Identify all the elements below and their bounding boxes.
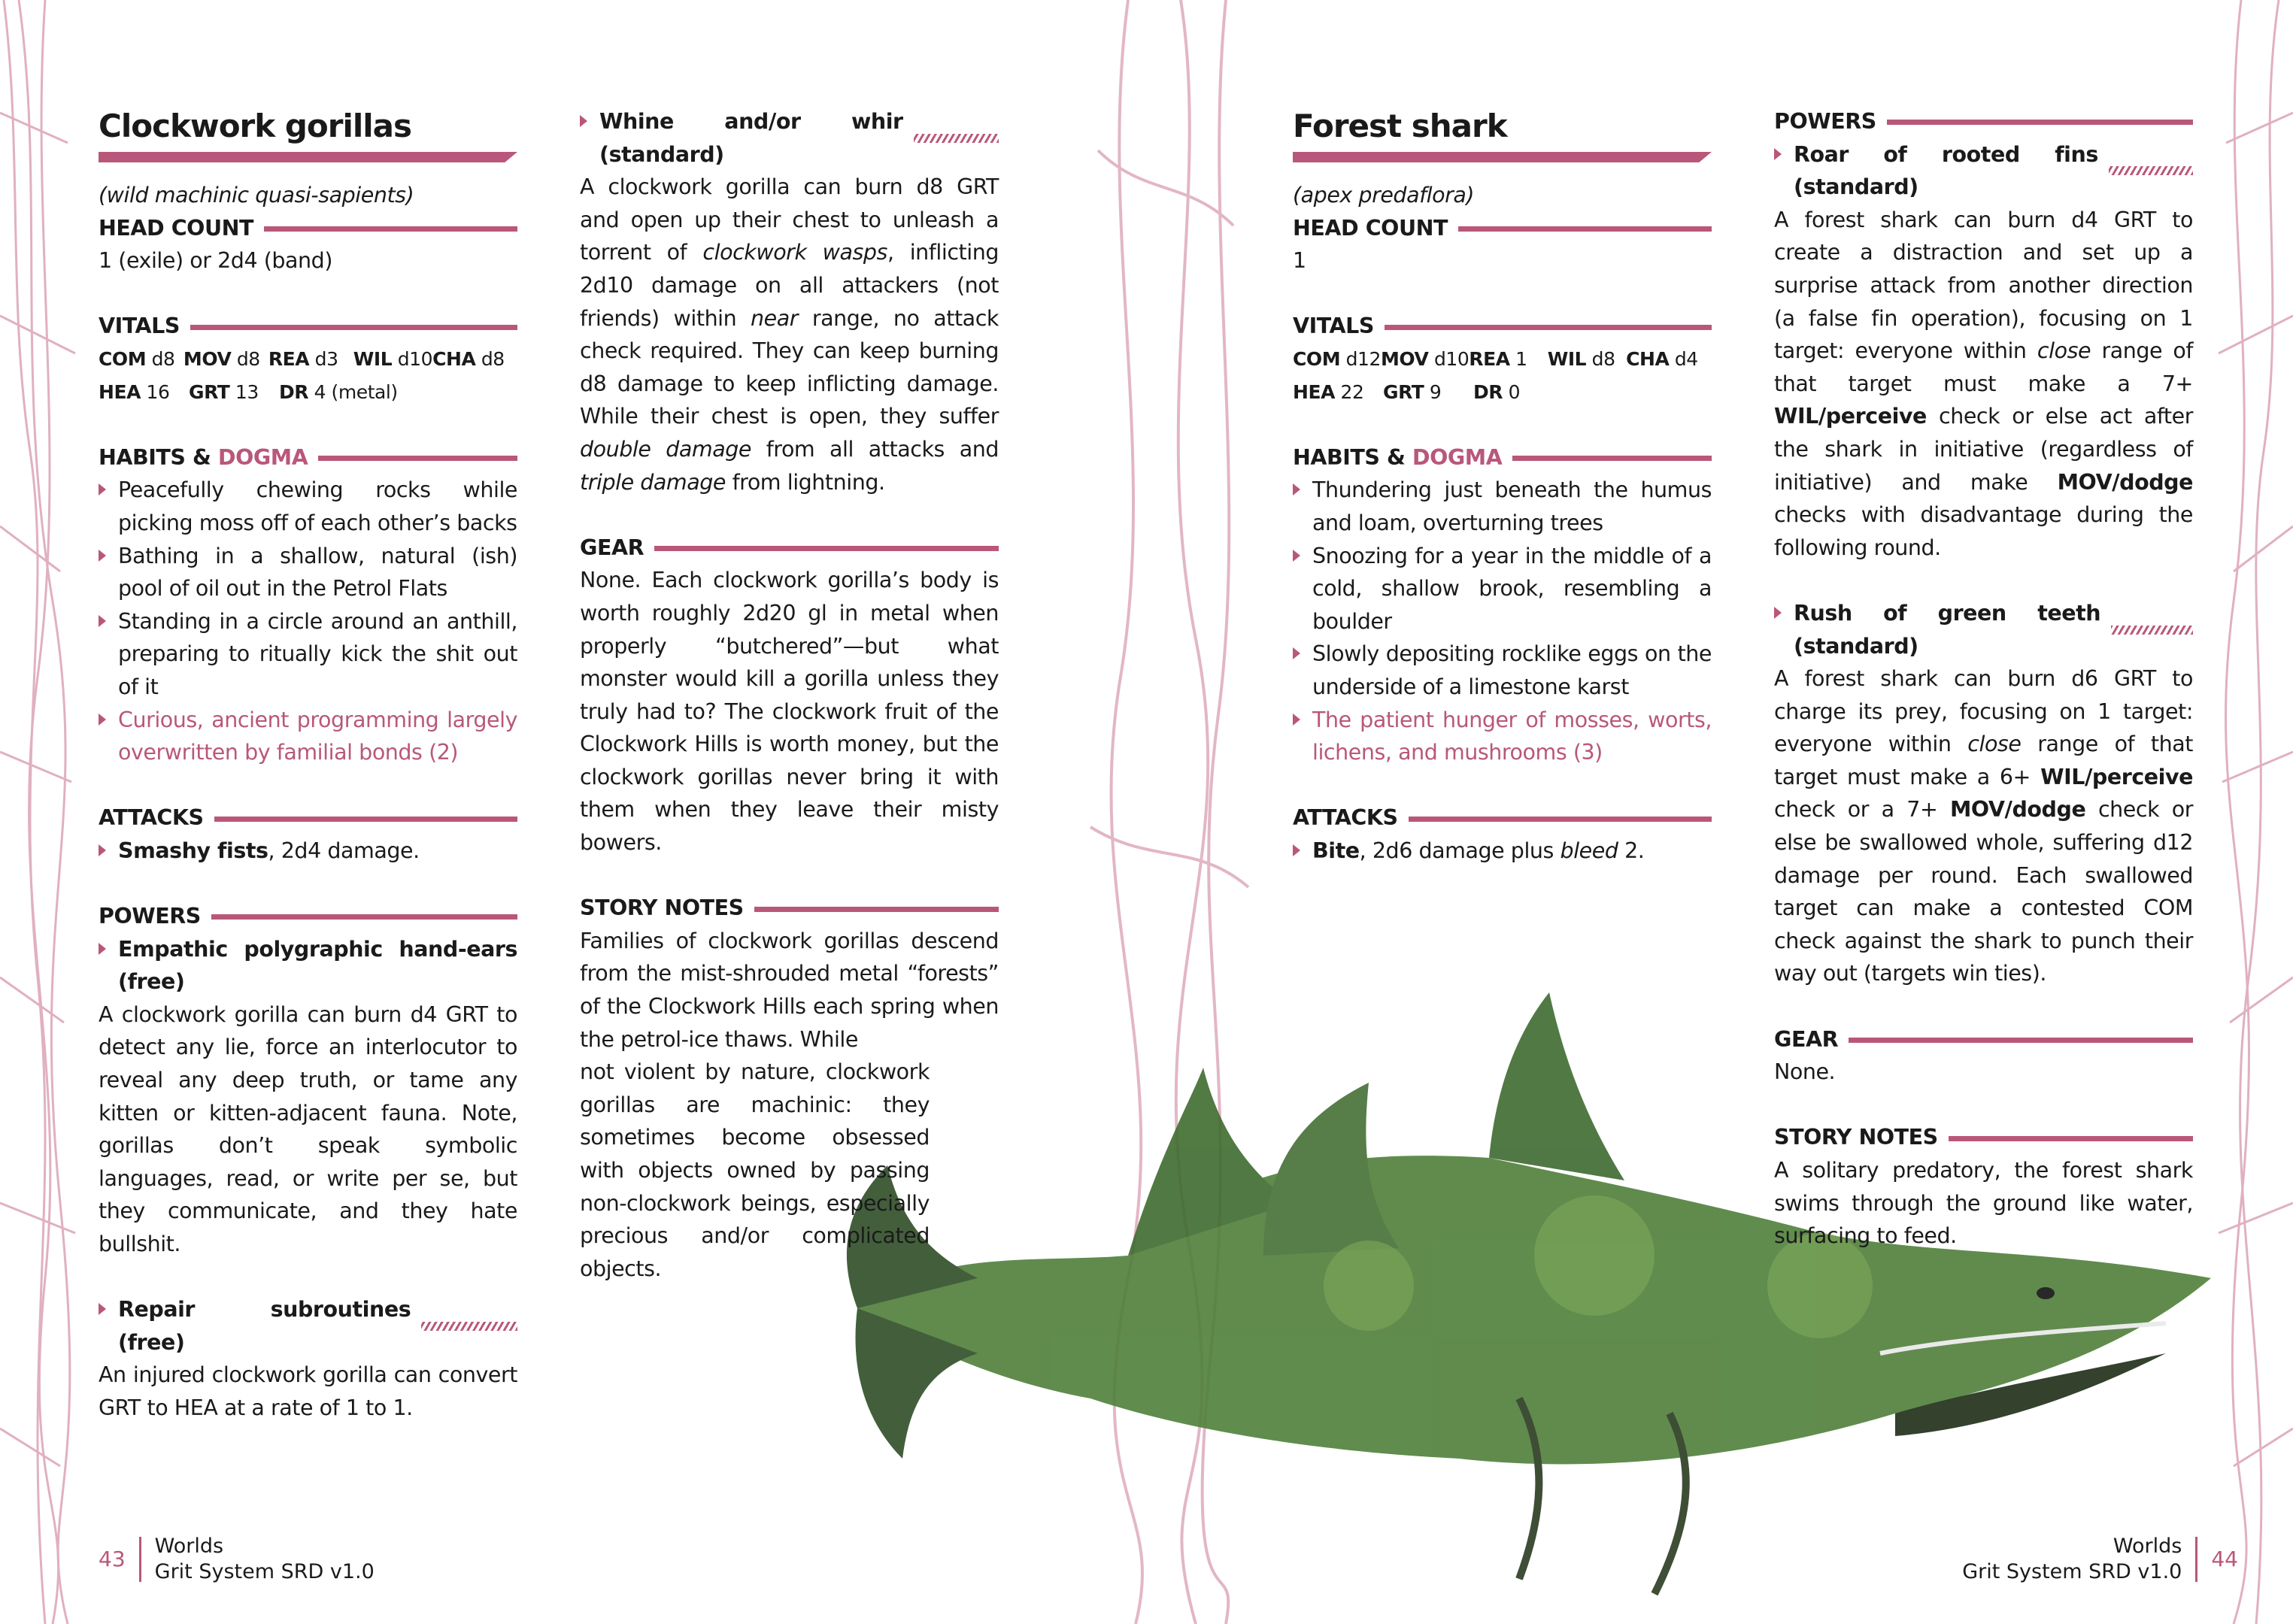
vitals-row-2 <box>99 376 517 409</box>
page-title: Forest shark <box>1293 108 1507 144</box>
gear-heading: GEAR <box>1774 1023 2193 1056</box>
right-footer <box>1943 1534 2238 1585</box>
head-count-heading: HEAD COUNT <box>99 212 517 245</box>
vital-cha: CHA d8 <box>432 347 505 370</box>
dogma-item: The patient hunger of mosses, worts, lichens, and mushrooms (3) <box>1293 704 1712 769</box>
dogma-item: Curious, ancient programming largely overwritten by familial bonds (2) <box>99 704 517 769</box>
story-text: Families of clockwork gorillas descend from the mist-shrouded metal “forests” of the Clockwork Hills each spring when the petrol-ice thaws. While <box>580 928 999 1052</box>
power-description: A clockwork gorilla can burn d4 GRT to detect any lie, force an interlocutor to reveal any deep truth, or tame any kitten or kitten-adjacent fauna. Note, gorillas don’t speak symbolic languages, read, or write per se, but they communicate, and they hate bullshit. <box>99 1001 517 1256</box>
power-description: A forest shark can burn d4 GRT to create a distraction and set up a surprise attack from another direction (a false fin operation), focusing on 1 target: everyone within close range of that target must make a 7+ WIL/perceive check or else act after the shark in initiative (regardless of initiative) and make MOV/dodge checks with disadvantage during the following round. <box>1774 207 2193 560</box>
subtitle: (apex predaflora) <box>1293 183 1475 208</box>
subtitle: (wild machinic quasi-sapients) <box>99 183 414 208</box>
right-column-2 <box>1774 105 2193 1253</box>
power-description: A forest shark can burn d6 GRT to charge its prey, focusing on 1 target: everyone within close range of that target must make a 6+ WIL/perceive check or a 7+ MOV/dodge check or else be swallowed whole, suffering d12 damage per round. Each swallowed target can make a contested COM check against the shark to punch their way out (targets win ties). <box>1774 666 2193 986</box>
story-text: A solitary predatory, the forest shark swims through the ground like water, surfacing to feed. <box>1774 1158 2193 1249</box>
head-count-value: 1 (exile) or 2d4 (band) <box>99 248 332 274</box>
powers-heading: POWERS <box>1774 105 2193 138</box>
vital-dr: DR 4 (metal) <box>279 380 398 403</box>
vital-rea: REA 1 <box>1469 347 1527 370</box>
habit-item: Snoozing for a year in the middle of a cold, shallow brook, resembling a boulder <box>1293 540 1712 638</box>
attacks-heading: ATTACKS <box>99 801 517 835</box>
habit-item: Peacefully chewing rocks while picking moss off of each other’s backs <box>99 474 517 539</box>
footer-divider <box>139 1537 141 1582</box>
power-heading: Repair subroutines (free) <box>99 1293 517 1359</box>
power-heading: Empathic polygraphic hand-ears (free) <box>99 933 517 998</box>
footer-divider <box>2195 1537 2197 1582</box>
power-heading: Rush of green teeth (standard) <box>1774 597 2193 662</box>
story-text: not violent by nature, clockwork gorillas are machinic: they sometimes become obsessed with objects owned by passing non-clockwork beings, especially precious and/or complicated objects. <box>580 1059 930 1281</box>
vitals-heading: VITALS <box>1293 310 1712 343</box>
hatch-decoration <box>2111 626 2193 635</box>
habit-item: Slowly depositing rocklike eggs on the underside of a limestone karst <box>1293 638 1712 703</box>
power-description: A clockwork gorilla can burn d8 GRT and open up their chest to unleash a torrent of clockwork wasps, inflicting 2d10 damage on all attackers (not friends) within near range, no attack check required. They can keep burning d8 damage to keep inflicting damage. While their chest is open, they suffer double damage from all attacks and triple damage from lightning. <box>580 174 999 495</box>
vital-grt: GRT 9 <box>1383 380 1442 403</box>
story-heading: STORY NOTES <box>580 892 999 925</box>
habit-item: Bathing in a shallow, natural (ish) pool of oil out in the Petrol Flats <box>99 540 517 605</box>
head-count-heading: HEAD COUNT <box>1293 212 1712 245</box>
vital-wil: WIL d10 <box>353 347 433 370</box>
power-heading: Roar of rooted fins (standard) <box>1774 138 2193 204</box>
left-page <box>0 0 1146 1624</box>
vital-com: COM d12 <box>1293 347 1381 370</box>
vital-cha: CHA d4 <box>1626 347 1698 370</box>
page-title: Clockwork gorillas <box>99 108 411 144</box>
vital-mov: MOV d10 <box>1380 347 1470 370</box>
habits-heading: HABITS & DOGMA <box>1293 441 1712 474</box>
head-count-value: 1 <box>1293 248 1306 274</box>
attack-item: Smashy fists, 2d4 damage. <box>99 835 517 868</box>
hatch-decoration <box>421 1322 517 1331</box>
attack-item: Bite, 2d6 damage plus bleed 2. <box>1293 835 1712 868</box>
vital-mov: MOV d8 <box>183 347 260 370</box>
title-underline <box>99 152 517 162</box>
power-heading: Whine and/or whir (standard) <box>580 105 999 171</box>
left-column-1 <box>99 105 517 1425</box>
vitals-row-2 <box>1293 376 1712 409</box>
left-column-2 <box>580 105 999 1285</box>
page-number: 44 <box>2211 1547 2238 1571</box>
vitals-heading: VITALS <box>99 310 517 343</box>
vital-wil: WIL d8 <box>1547 347 1615 370</box>
habits-heading: HABITS & DOGMA <box>99 441 517 474</box>
vitals-row-1 <box>1293 343 1712 376</box>
title-underline <box>1293 152 1712 162</box>
hatch-decoration <box>2109 166 2193 175</box>
gear-heading: GEAR <box>580 532 999 565</box>
habit-item: Thundering just beneath the humus and loam, overturning trees <box>1293 474 1712 539</box>
vital-com: COM d8 <box>99 347 175 370</box>
powers-heading: POWERS <box>99 900 517 933</box>
footer-text: Worlds Grit System SRD v1.0 <box>1962 1535 2182 1583</box>
power-description: An injured clockwork gorilla can convert GRT to HEA at a rate of 1 to 1. <box>99 1362 517 1420</box>
right-column-1 <box>1293 105 1712 867</box>
gear-description: None. Each clockwork gorilla’s body is worth roughly 2d20 gl in metal when properly “butchered”—but what monster would kill a gorilla unless they truly had to? The clockwork fruit of the Clockwork Hills is worth money, but the clockwork gorillas never bring it with them when they leave their misty bowers. <box>580 568 999 856</box>
vital-hea: HEA 22 <box>1293 380 1364 403</box>
vital-dr: DR 0 <box>1473 380 1521 403</box>
gear-description: None. <box>1774 1059 1836 1085</box>
vital-rea: REA d3 <box>268 347 338 370</box>
vital-grt: GRT 13 <box>189 380 259 403</box>
hatch-decoration <box>914 134 999 143</box>
left-footer <box>99 1534 375 1585</box>
story-heading: STORY NOTES <box>1774 1121 2193 1154</box>
footer-text: Worlds Grit System SRD v1.0 <box>154 1535 375 1583</box>
right-page <box>1146 0 2293 1624</box>
vital-hea: HEA 16 <box>99 380 170 403</box>
attacks-heading: ATTACKS <box>1293 801 1712 835</box>
vitals-row-1 <box>99 343 517 376</box>
habit-item: Standing in a circle around an anthill, preparing to ritually kick the shit out of it <box>99 605 517 704</box>
page-number: 43 <box>99 1547 126 1571</box>
